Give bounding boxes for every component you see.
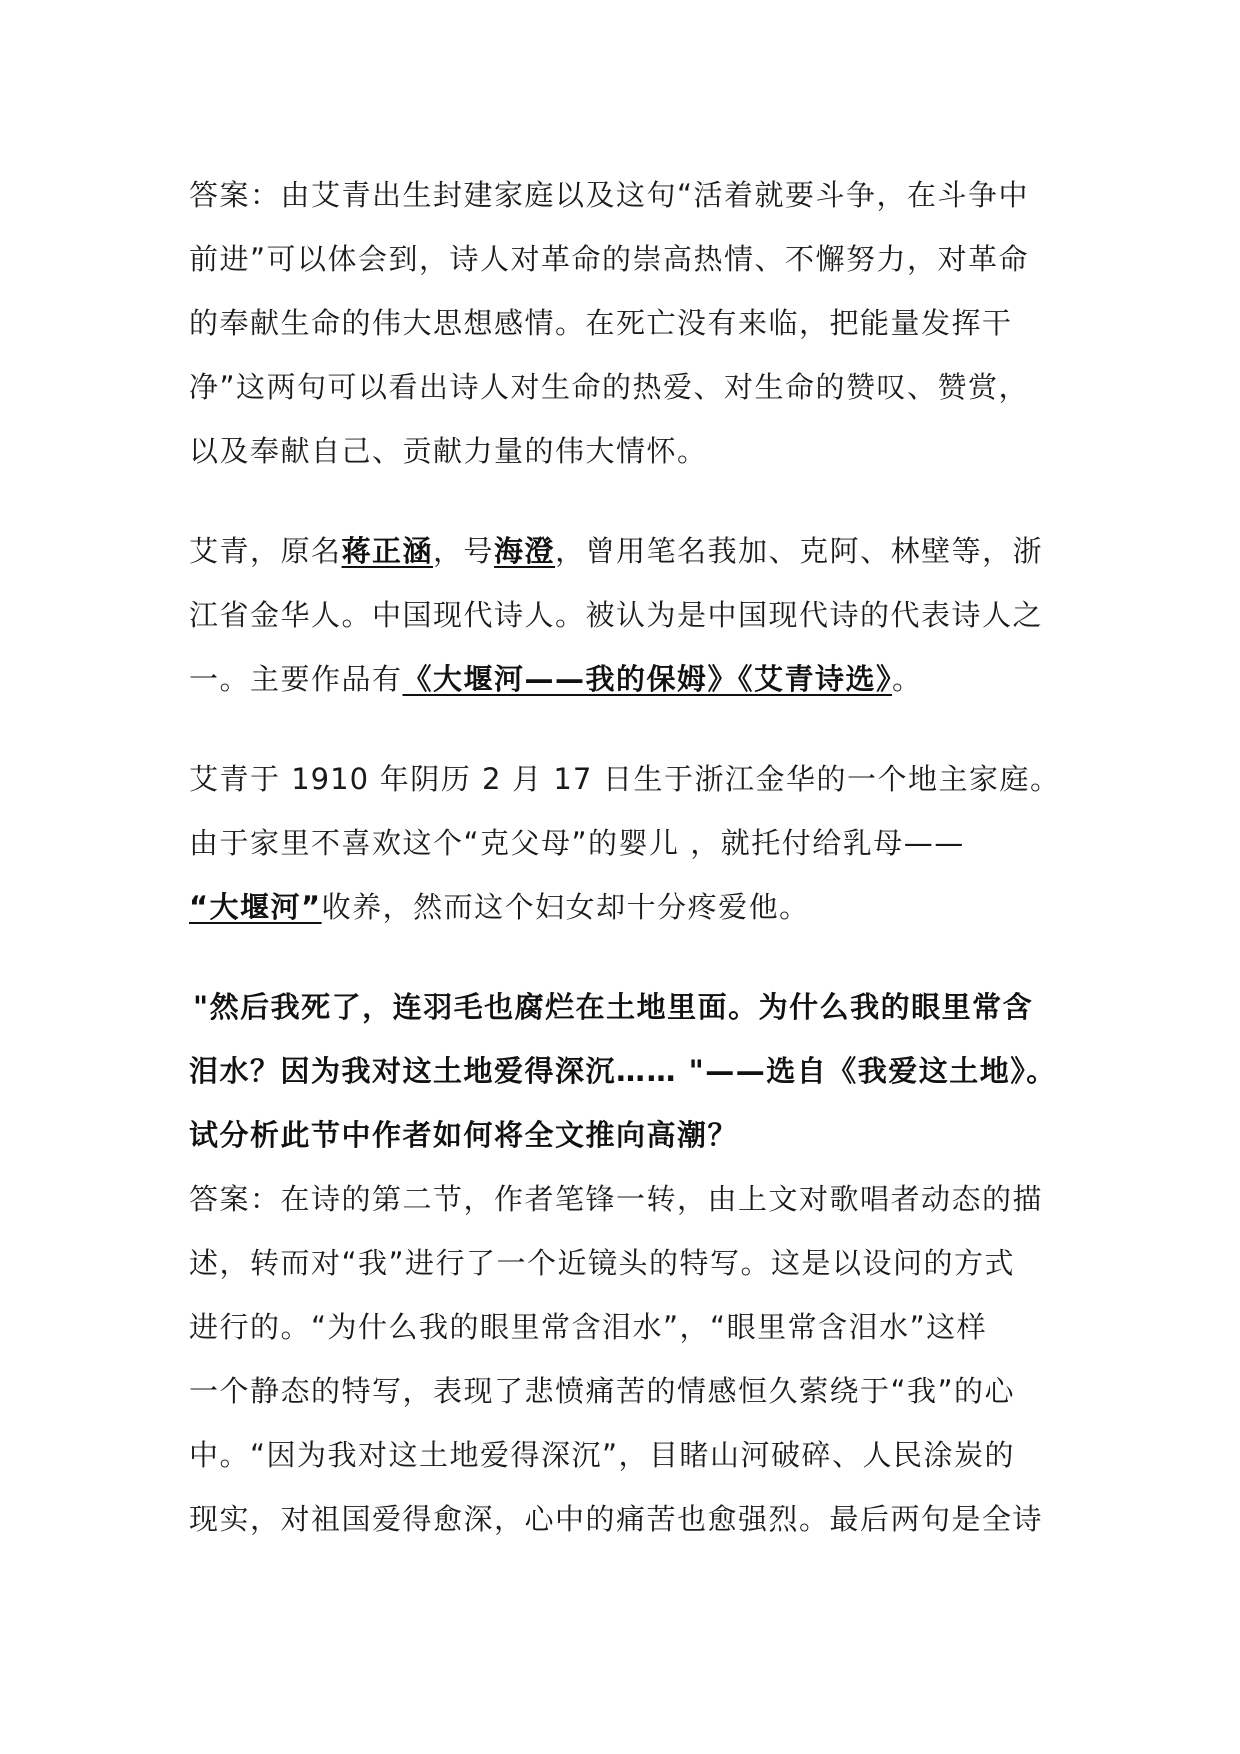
para2-line3 — [189, 659, 923, 699]
para2-text: 。 — [892, 662, 923, 696]
question-line3: 试分析此节中作者如何将全文推向高潮？ — [189, 1118, 739, 1152]
birth-day: 17 — [553, 762, 593, 796]
birth-year: 1910 — [291, 762, 370, 796]
original-name-link[interactable]: 蒋正涵 — [341, 534, 434, 568]
answer-line4: 一个静态的特写，表现了悲愤痛苦的情感恒久萦绕于“我”的心 — [189, 1374, 1016, 1408]
para3-text: 收养，然而这个妇女却十分疼爱他。 — [321, 890, 810, 924]
para1-line2: 前进”可以体会到，诗人对革命的崇高热情、不懈努力，对革命 — [189, 242, 1030, 276]
para1-line3: 的奉献生命的伟大思想感情。在死亡没有来临，把能量发挥干 — [189, 306, 1013, 340]
dayanhe-link[interactable]: “大堰河” — [189, 890, 322, 924]
para2-line2: 江省金华人。中国现代诗人。被认为是中国现代诗的代表诗人之 — [189, 598, 1044, 632]
works-link[interactable]: 《大堰河——我的保姆》《艾青诗选》 — [402, 662, 893, 696]
para3-line1 — [189, 759, 1061, 799]
para3-text: 月 — [512, 762, 543, 796]
courtesy-name-link[interactable]: 海澄 — [494, 534, 556, 568]
answer-line5: 中。“因为我对这土地爱得深沉”，目睹山河破碎、人民涂炭的 — [189, 1438, 1016, 1472]
birth-month: 2 — [482, 762, 502, 796]
para2-text: ，曾用笔名莪加、克阿、林壁等，浙 — [555, 534, 1044, 568]
para1-line5: 以及奉献自己、贡献力量的伟大情怀。 — [189, 434, 708, 468]
question-line1: "然后我死了，连羽毛也腐烂在土地里面。为什么我的眼里常含 — [193, 990, 1034, 1024]
para1-line1: 答案：由艾青出生封建家庭以及这句“活着就要斗争，在斗争中 — [189, 178, 1030, 212]
answer-line6: 现实，对祖国爱得愈深，心中的痛苦也愈强烈。最后两句是全诗 — [189, 1502, 1044, 1536]
para3-text: 艾青于 — [189, 762, 281, 796]
question-line2: 泪水？因为我对这土地爱得深沉…… "——选自《我爱这土地》。 — [189, 1054, 1057, 1088]
para3-line3 — [189, 887, 810, 927]
para2-text: 一。主要作品有 — [189, 662, 403, 696]
answer-line3: 进行的。“为什么我的眼里常含泪水”，“眼里常含泪水”这样 — [189, 1310, 988, 1344]
para3-line2: 由于家里不喜欢这个“克父母”的婴儿 ，就托付给乳母—— — [189, 826, 965, 860]
para2-line1 — [189, 531, 1043, 571]
para3-text: 日生于浙江金华的一个地主家庭。 — [603, 762, 1061, 796]
para3-text: 年阴历 — [379, 762, 472, 796]
para1-line4: 净”这两句可以看出诗人对生命的热爱、对生命的赞叹、赞赏， — [189, 370, 1030, 404]
answer-line1: 答案：在诗的第二节，作者笔锋一转，由上文对歌唱者动态的描 — [189, 1182, 1044, 1216]
para2-text: 艾青，原名 — [189, 534, 342, 568]
para2-text: ，号 — [433, 534, 495, 568]
answer-line2: 述，转而对“我”进行了一个近镜头的特写。这是以设问的方式 — [189, 1246, 1016, 1280]
